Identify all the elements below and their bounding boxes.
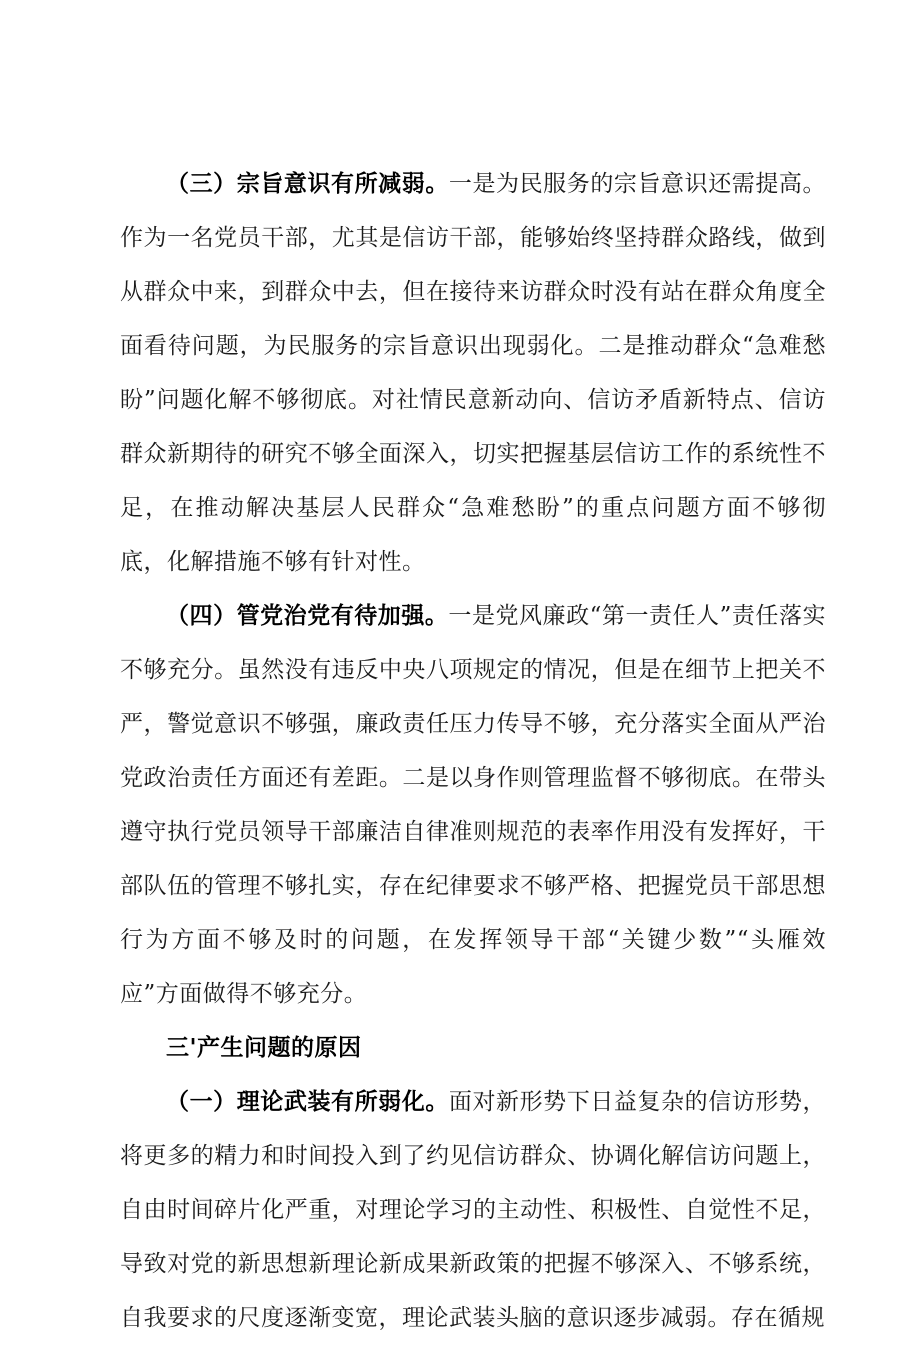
paragraph-text: 面对新形势下日益复杂的信访形势，将更多的精力和时间投入到了约见信访群众、协调化解信访问题上，自由时间碎片化严重，对理论学习的主动性、积极性、自觉性不足，导致对党的新思想新理论新成果新政策的把握不够深入、不够系统，自我要求的尺度逐渐变宽，理论武装头脑的意识逐步减弱。存在循规: [120, 1089, 827, 1331]
paragraph-purpose-awareness: [120, 157, 826, 589]
paragraph-party-governance: [120, 589, 826, 1021]
paragraph-heading: （四）管党治党有待加强。: [166, 602, 449, 629]
section-heading-causes: 三'产生问题的原因: [166, 1034, 362, 1061]
paragraph-text: 一是为民服务的宗旨意识还需提高。作为一名党员干部，尤其是信访干部，能够始终坚持群众路线，做到从群众中来，到群众中去，但在接待来访群众时没有站在群众角度全面看待问题，为民服务的宗旨意识出现弱化。二是推动群众“急难愁盼”问题化解不够彻底。对社情民意新动向、信访矛盾新特点、信访群众新期待的研究不够全面深入，切实把握基层信访工作的系统性不足，在推动解决基层人民群众“急难愁盼”的重点问题方面不够彻底，化解措施不够有针对性。: [120, 171, 827, 575]
document-body: [120, 157, 826, 1345]
paragraph-heading: （三）宗旨意识有所减弱。: [166, 170, 449, 197]
paragraph-theory-arming: [120, 1075, 826, 1345]
paragraph-text: 一是党风廉政“第一责任人”责任落实不够充分。虽然没有违反中央八项规定的情况，但是在细节上把关不严，警觉意识不够强，廉政责任压力传导不够，充分落实全面从严治党政治责任方面还有差距。二是以身作则管理监督不够彻底。在带头遵守执行党员领导干部廉洁自律准则规范的表率作用没有发挥好，干部队伍的管理不够扎实，存在纪律要求不够严格、把握党员干部思想行为方面不够及时的问题，在发挥领导干部“关键少数”“头雁效应”方面做得不够充分。: [120, 603, 826, 1007]
paragraph-heading: （一）理论武装有所弱化。: [166, 1088, 449, 1115]
